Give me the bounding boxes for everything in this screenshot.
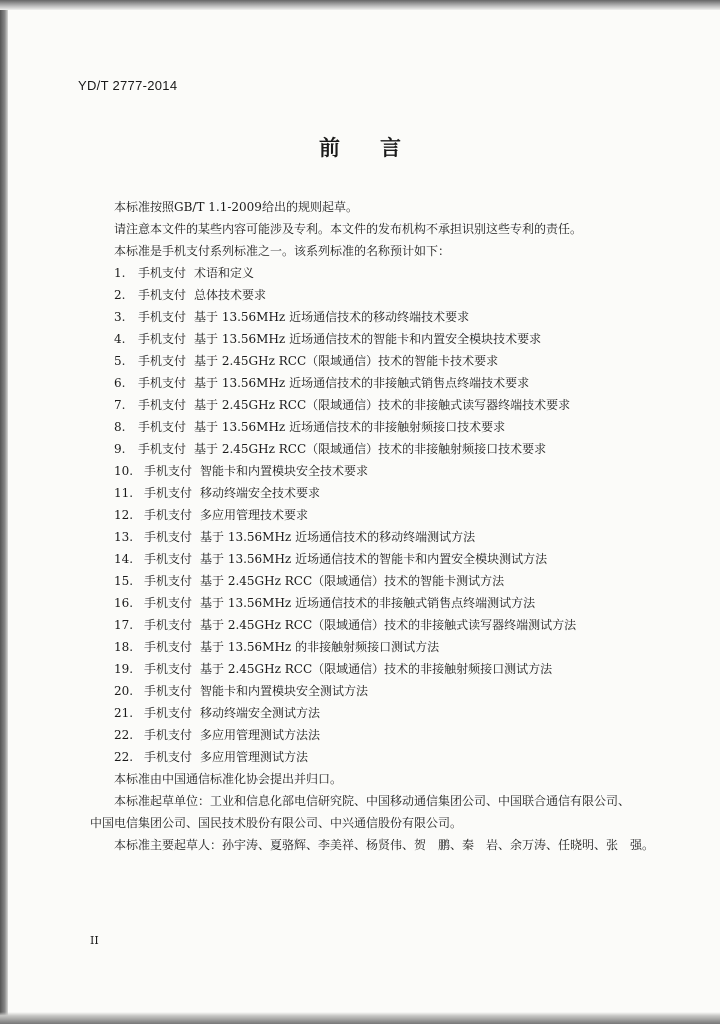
list-item-number: 15.	[114, 574, 134, 588]
list-item-title: 基于 13.56MHz 近场通信技术的非接触式销售点终端技术要求	[194, 376, 530, 390]
list-item-title: 智能卡和内置模块安全测试方法	[200, 684, 369, 698]
list-item-number: 22.	[114, 728, 134, 742]
drafting-units-continued	[92, 812, 692, 834]
list-item-series: 手机支付	[144, 530, 193, 544]
list-item-series: 手机支付	[144, 486, 193, 500]
list-item-number: 11.	[114, 486, 134, 500]
list-item-title: 多应用管理技术要求	[200, 508, 309, 522]
list-item	[92, 548, 692, 570]
list-item-series: 手机支付	[138, 310, 187, 324]
page-number: II	[90, 934, 99, 947]
title-char-1: 前	[319, 136, 340, 160]
list-item-title: 基于 13.56MHz 近场通信技术的移动终端技术要求	[194, 310, 470, 324]
list-item	[92, 702, 692, 724]
list-item-number: 9.	[114, 442, 126, 456]
list-item-title: 多应用管理测试方法	[200, 750, 309, 764]
list-item-number: 22.	[114, 750, 134, 764]
list-item	[92, 460, 692, 482]
list-item-title: 移动终端安全测试方法	[200, 706, 321, 720]
list-item	[92, 438, 692, 460]
list-item	[92, 416, 692, 438]
list-item-number: 13.	[114, 530, 134, 544]
list-item-series: 手机支付	[144, 508, 193, 522]
list-item-number: 5.	[114, 354, 126, 368]
list-item-number: 6.	[114, 376, 126, 390]
list-item	[92, 350, 692, 372]
list-item-series: 手机支付	[138, 288, 187, 302]
list-item	[92, 680, 692, 702]
intro-paragraph: 本标准按照GB/T 1.1-2009给出的规则起草。	[114, 200, 358, 214]
list-item-series: 手机支付	[144, 640, 193, 654]
list-item-series: 手机支付	[138, 398, 187, 412]
list-item-title: 智能卡和内置模块安全技术要求	[200, 464, 369, 478]
list-item	[92, 746, 692, 768]
list-item	[92, 614, 692, 636]
title-char-2: 言	[380, 136, 401, 160]
list-item-series: 手机支付	[144, 750, 193, 764]
list-item-title: 基于 13.56MHz 近场通信技术的非接触射频接口技术要求	[194, 420, 506, 434]
series-list	[92, 262, 692, 768]
list-item-title: 基于 2.45GHz RCC（限域通信）技术的智能卡技术要求	[194, 354, 499, 368]
drafting-units-line2: 中国电信集团公司、国民技术股份有限公司、中兴通信股份有限公司。	[90, 816, 463, 830]
list-item-number: 2.	[114, 288, 126, 302]
list-item-series: 手机支付	[144, 618, 193, 632]
list-item	[92, 372, 692, 394]
document-code: YD/T 2777-2014	[78, 78, 178, 93]
list-item-number: 21.	[114, 706, 134, 720]
list-item-series: 手机支付	[144, 684, 193, 698]
list-item	[92, 570, 692, 592]
list-item-number: 7.	[114, 398, 126, 412]
list-item	[92, 306, 692, 328]
list-item-series: 手机支付	[138, 420, 187, 434]
list-item-series: 手机支付	[138, 332, 187, 346]
intro-paragraph: 本标准是手机支付系列标准之一。该系列标准的名称预计如下：	[114, 244, 451, 258]
scan-edge-top	[0, 0, 720, 10]
list-item-series: 手机支付	[138, 376, 187, 390]
list-item	[92, 724, 692, 746]
list-item	[92, 328, 692, 350]
list-item	[92, 394, 692, 416]
list-item-number: 4.	[114, 332, 126, 346]
list-item-series: 手机支付	[144, 706, 193, 720]
proposed-by: 本标准由中国通信标准化协会提出并归口。	[114, 772, 343, 786]
list-item-title: 基于 13.56MHz 近场通信技术的智能卡和内置安全模块技术要求	[194, 332, 542, 346]
list-item-title: 基于 13.56MHz 近场通信技术的智能卡和内置安全模块测试方法	[200, 552, 548, 566]
list-item-number: 18.	[114, 640, 134, 654]
list-item-number: 20.	[114, 684, 134, 698]
list-item	[92, 482, 692, 504]
list-item-title: 多应用管理测试方法法	[200, 728, 321, 742]
scan-edge-bottom	[0, 1012, 720, 1024]
list-item-title: 基于 13.56MHz 近场通信技术的移动终端测试方法	[200, 530, 476, 544]
foreword-body	[92, 196, 692, 856]
list-item-number: 12.	[114, 508, 134, 522]
list-item-number: 14.	[114, 552, 134, 566]
list-item-number: 10.	[114, 464, 134, 478]
list-item	[92, 284, 692, 306]
list-item-series: 手机支付	[138, 266, 187, 280]
list-item-title: 基于 2.45GHz RCC（限域通信）技术的非接触式读写器终端技术要求	[194, 398, 571, 412]
list-item-title: 基于 2.45GHz RCC（限域通信）技术的非接触式读写器终端测试方法	[200, 618, 577, 632]
list-item	[92, 504, 692, 526]
list-item-number: 16.	[114, 596, 134, 610]
list-item	[92, 592, 692, 614]
list-item-number: 3.	[114, 310, 126, 324]
list-item	[92, 658, 692, 680]
list-item-number: 17.	[114, 618, 134, 632]
list-item-number: 1.	[114, 266, 126, 280]
list-item-number: 8.	[114, 420, 126, 434]
page-title	[0, 132, 720, 162]
intro-paragraph: 请注意本文件的某些内容可能涉及专利。本文件的发布机构不承担识别这些专利的责任。	[114, 222, 583, 236]
list-item-title: 基于 13.56MHz 的非接触射频接口测试方法	[200, 640, 440, 654]
list-item-series: 手机支付	[144, 728, 193, 742]
list-item-title: 总体技术要求	[194, 288, 267, 302]
drafting-units: 本标准起草单位：工业和信息化部电信研究院、中国移动通信集团公司、中国联合通信有限公司、	[114, 794, 631, 808]
list-item-title: 基于 2.45GHz RCC（限域通信）技术的非接触射频接口测试方法	[200, 662, 553, 676]
list-item-series: 手机支付	[144, 662, 193, 676]
list-item-title: 基于 13.56MHz 近场通信技术的非接触式销售点终端测试方法	[200, 596, 536, 610]
list-item	[92, 636, 692, 658]
list-item	[92, 262, 692, 284]
list-item-series: 手机支付	[144, 574, 193, 588]
list-item	[92, 526, 692, 548]
list-item-number: 19.	[114, 662, 134, 676]
list-item-title: 术语和定义	[194, 266, 255, 280]
list-item-series: 手机支付	[144, 552, 193, 566]
list-item-series: 手机支付	[144, 464, 193, 478]
drafters: 本标准主要起草人：孙宇涛、夏骆辉、李美祥、杨贤伟、贺 鹏、秦 岩、余万涛、任晓明、张 强。	[114, 838, 655, 852]
list-item-series: 手机支付	[138, 354, 187, 368]
list-item-title: 移动终端安全技术要求	[200, 486, 321, 500]
list-item-series: 手机支付	[144, 596, 193, 610]
list-item-title: 基于 2.45GHz RCC（限域通信）技术的非接触射频接口技术要求	[194, 442, 547, 456]
list-item-series: 手机支付	[138, 442, 187, 456]
list-item-title: 基于 2.45GHz RCC（限域通信）技术的智能卡测试方法	[200, 574, 505, 588]
